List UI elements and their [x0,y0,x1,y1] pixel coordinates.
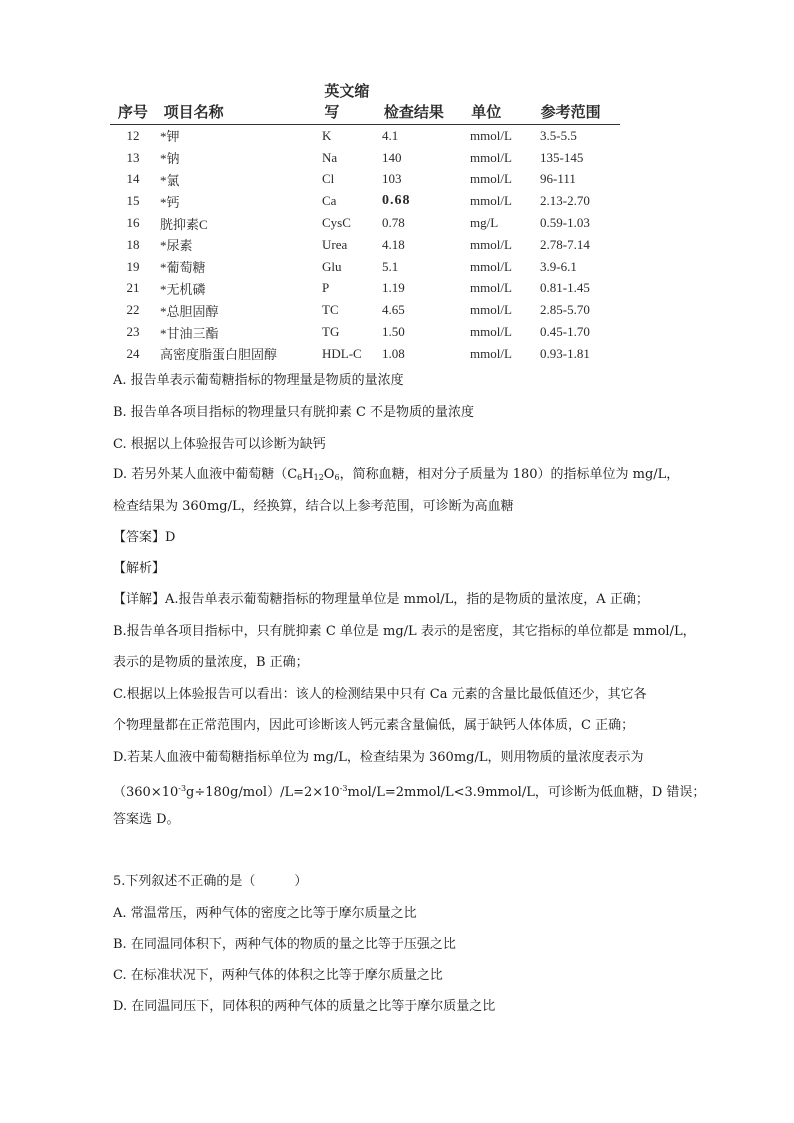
cell-item-name: *钙 [160,194,180,210]
cell-unit: mmol/L [470,280,512,296]
cell-result: 1.19 [382,280,405,296]
cell-item-name: 高密度脂蛋白胆固醇 [160,347,278,363]
q5-option-b: B. 在同温同体积下，两种气体的物质的量之比等于压强之比 [113,937,456,952]
cell-range: 0.45-1.70 [540,324,590,340]
analysis-title: 【解析】 [113,561,166,576]
header-range: 参考范围 [540,105,601,121]
table-row [110,125,620,147]
cell-result: 1.50 [382,324,405,340]
cell-result: 4.18 [382,236,405,252]
cell-unit: mmol/L [470,149,512,165]
header-unit: 单位 [471,105,502,121]
cell-unit: mmol/L [470,193,512,209]
header-index: 序号 [117,105,148,121]
cell-abbr: Glu [322,258,342,274]
cell-index: 15 [126,193,140,209]
cell-index: 19 [126,258,140,274]
cell-unit: mmol/L [470,302,512,318]
table-row [110,278,620,300]
cell-unit: mmol/L [470,236,512,252]
table-row [110,190,620,212]
header-abbr: 英文缩写 [324,84,370,121]
answer-label: 【答案】D [113,530,176,545]
q5-option-c: C. 在标准状况下，两种气体的体积之比等于摩尔质量之比 [113,968,443,983]
header-item-name: 项目名称 [163,105,224,121]
cell-index: 21 [126,280,140,296]
report-header-row [110,84,620,125]
cell-index: 12 [126,127,140,143]
q5-option-d: D. 在同温同压下，同体积的两种气体的质量之比等于摩尔质量之比 [113,999,496,1014]
cell-abbr: TC [322,302,339,318]
cell-item-name: *钠 [160,151,180,167]
cell-abbr: TG [322,324,340,340]
cell-index: 13 [126,149,140,165]
cell-unit: mmol/L [470,345,512,361]
q4-option-d-line1: D. 若另外某人血液中葡萄糖（$C_6H_{12}O_6$，简称血糖，相对分子质量为 180）的指标单位为 mg/L， [113,467,680,482]
cell-abbr: Urea [322,236,348,252]
table-row [110,321,620,343]
table-row [110,256,620,278]
cell-range: 0.59-1.03 [540,215,590,231]
explanation-line: 表示的是物质的量浓度，B 正确； [113,655,309,670]
cell-item-name: *无机磷 [160,281,206,297]
cell-result: 5.1 [382,258,399,274]
table-row [110,234,620,256]
cell-abbr: CysC [322,215,351,231]
explanation-line: $(360\times 10^{-3}g\div 180g/mol)/L=2\times 10^{-3}mol/L=2mmol/L<3.9mmol/L$，可诊断为低血糖，D 错误； [113,784,706,800]
cell-result: 1.08 [382,345,405,361]
cell-range: 135-145 [540,149,584,165]
cell-item-name: *甘油三酯 [160,325,219,341]
cell-range: 0.93-1.81 [540,345,590,361]
cell-item-name: *氯 [160,172,180,188]
explanation-line: 答案选 D。 [113,812,180,827]
cell-abbr: Na [322,149,338,165]
cell-abbr: Ca [322,193,337,209]
q5-option-a: A. 常温常压，两种气体的密度之比等于摩尔质量之比 [113,906,417,921]
cell-range: 0.81-1.45 [540,280,590,296]
explanation-line: 个物理量都在正常范围内，因此可诊断该人钙元素含量偏低，属于缺钙人体体质，C 正确； [113,718,635,733]
cell-unit: mmol/L [470,324,512,340]
table-row [110,169,620,191]
cell-range: 96-111 [540,171,576,187]
cell-index: 18 [126,236,140,252]
cell-range: 3.5-5.5 [540,127,577,143]
cell-unit: mmol/L [470,258,512,274]
table-row [110,343,620,365]
cell-range: 3.9-6.1 [540,258,577,274]
cell-item-name: 胱抑素C [160,216,208,232]
explanation-line: C.根据以上体验报告可以看出：该人的检测结果中只有 Ca 元素的含量比最低值还少，其它各 [113,687,647,702]
cell-unit: mmol/L [470,127,512,143]
cell-index: 22 [126,302,140,318]
cell-item-name: *钾 [160,129,180,145]
cell-range: 2.13-2.70 [540,193,590,209]
cell-result: 0.78 [382,215,405,231]
cell-range: 2.78-7.14 [540,236,590,252]
cell-abbr: Cl [322,171,335,187]
explanation-line: D.若某人血液中葡萄糖指标单位为 mg/L，检查结果为 360mg/L，则用物质的量浓度表示为 [113,750,644,765]
explanation-line: 【详解】A.报告单表示葡萄糖指标的物理量单位是 mmol/L，指的是物质的量浓度，A 正确； [113,592,649,607]
table-row [110,147,620,169]
table-row [110,299,620,321]
cell-range: 2.85-5.70 [540,302,590,318]
explanation-line: B.报告单各项目指标中，只有胱抑素 C 单位是 mg/L 表示的是密度，其它指标的单位都是 mmol/L， [113,624,696,639]
cell-abbr: HDL-C [322,345,362,361]
cell-unit: mmol/L [470,171,512,187]
cell-abbr: K [322,127,332,143]
cell-index: 16 [126,215,140,231]
lab-report-table [110,84,620,365]
cell-item-name: *尿素 [160,238,193,254]
q4-option-c: C. 根据以上体验报告可以诊断为缺钙 [113,437,326,452]
cell-item-name: *葡萄糖 [160,260,206,276]
cell-result: 4.1 [382,127,399,143]
cell-abbr: P [322,280,330,296]
q4-option-a: A. 报告单表示葡萄糖指标的物理量是物质的量浓度 [113,373,404,388]
q5-stem: 5.下列叙述不正确的是（ ） [113,874,308,889]
cell-result: 140 [382,149,402,165]
cell-index: 24 [126,345,140,361]
q4-option-d-line2: 检查结果为 360mg/L，经换算，结合以上参考范围，可诊断为高血糖 [113,499,514,514]
cell-result: 0.68 [382,193,411,209]
q4-option-b: B. 报告单各项目指标的物理量只有胱抑素 C 不是物质的量浓度 [113,405,475,420]
header-result: 检查结果 [383,105,444,121]
cell-index: 23 [126,324,140,340]
cell-item-name: *总胆固醇 [160,303,219,319]
cell-index: 14 [126,171,140,187]
cell-result: 4.65 [382,302,405,318]
cell-unit: mg/L [470,215,499,231]
cell-result: 103 [382,171,402,187]
table-row [110,212,620,234]
